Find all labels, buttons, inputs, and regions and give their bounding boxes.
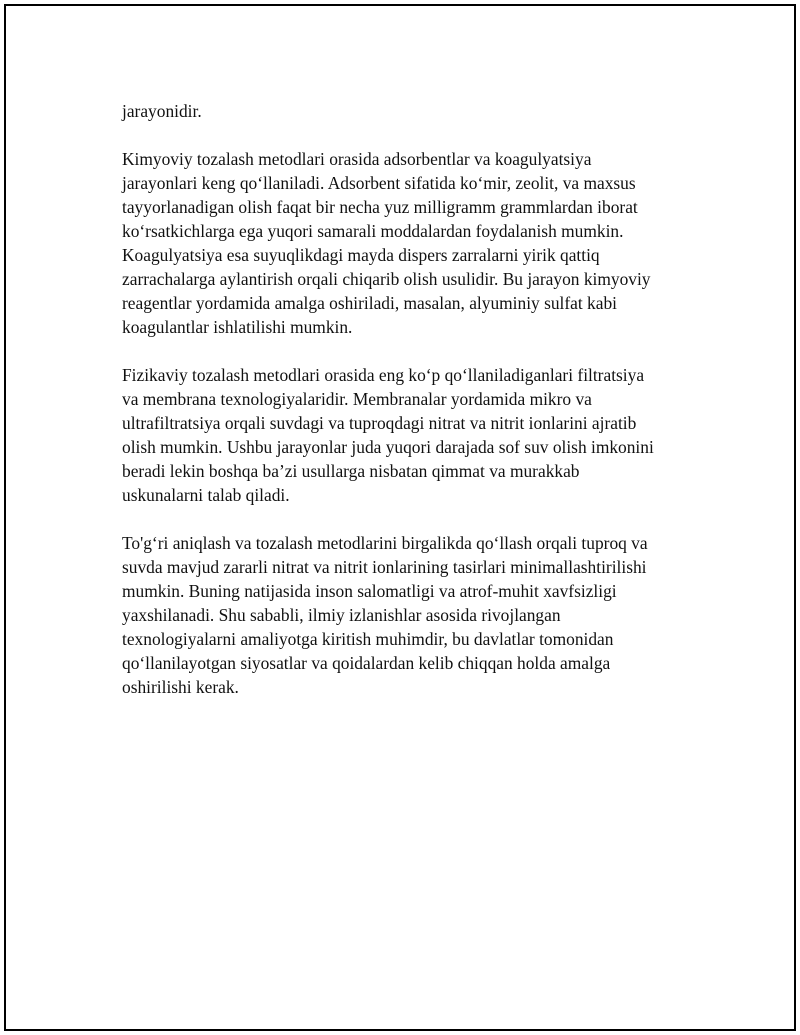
paragraph-line: To'g‘ri aniqlash va tozalash metodlarini birgalikda qo‘llash orqali tuproq va [122, 533, 648, 553]
paragraph-1 [122, 99, 702, 123]
paragraph-line: yaxshilanadi. Shu sababli, ilmiy izlanishlar asosida rivojlangan [122, 605, 561, 625]
paragraph-line: koagulantlar ishlatilishi mumkin. [122, 317, 353, 337]
paragraph-line: Fizikaviy tozalash metodlari orasida eng ko‘p qo‘llaniladiganlari filtratsiya [122, 365, 645, 385]
paragraph-line: olish mumkin. Ushbu jarayonlar juda yuqori darajada sof suv olish imkonini [122, 437, 654, 457]
paragraph-line: reagentlar yordamida amalga oshiriladi, masalan, alyuminiy sulfat kabi [122, 293, 617, 313]
paragraph-conclusion [122, 531, 702, 699]
paragraph-line: suvda mavjud zararli nitrat va nitrit ionlarining tasirlari minimallashtirilishi [122, 557, 647, 577]
paragraph-chemical-cleaning [122, 147, 702, 339]
paragraph-line: mumkin. Buning natijasida inson salomatligi va atrof-muhit xavfsizligi [122, 581, 617, 601]
paragraph-line: uskunalarni talab qiladi. [122, 485, 290, 505]
paragraph-line: ultrafiltratsiya orqali suvdagi va tuproqdagi nitrat va nitrit ionlarini ajratib [122, 413, 637, 433]
paragraph-line: Kimyoviy tozalash metodlari orasida adsorbentlar va koagulyatsiya [122, 149, 592, 169]
paragraph-line: ko‘rsatkichlarga ega yuqori samarali moddalardan foydalanish mumkin. [122, 221, 624, 241]
page-border [4, 4, 796, 1031]
paragraph-line: oshirilishi kerak. [122, 677, 239, 697]
paragraph-line: va membrana texnologiyalaridir. Membranalar yordamida mikro va [122, 389, 592, 409]
paragraph-line: qo‘llanilayotgan siyosatlar va qoidalardan kelib chiqqan holda amalga [122, 653, 611, 673]
paragraph-line: jarayonlari keng qo‘llaniladi. Adsorbent sifatida ko‘mir, zeolit, va maxsus [122, 173, 636, 193]
paragraph-line: tayyorlanadigan olish faqat bir necha yuz milligramm grammlardan iborat [122, 197, 638, 217]
paragraph-line: jarayonidir. [122, 101, 202, 121]
paragraph-line: texnologiyalarni amaliyotga kiritish muhimdir, bu davlatlar tomonidan [122, 629, 614, 649]
paragraph-line: Koagulyatsiya esa suyuqlikdagi mayda dispers zarralarni yirik qattiq [122, 245, 600, 265]
paragraph-line: beradi lekin boshqa ba’zi usullarga nisbatan qimmat va murakkab [122, 461, 580, 481]
paragraph-line: zarrachalarga aylantirish orqali chiqarib olish usulidir. Bu jarayon kimyoviy [122, 269, 651, 289]
paragraph-physical-cleaning [122, 363, 702, 507]
document-body [122, 99, 702, 723]
